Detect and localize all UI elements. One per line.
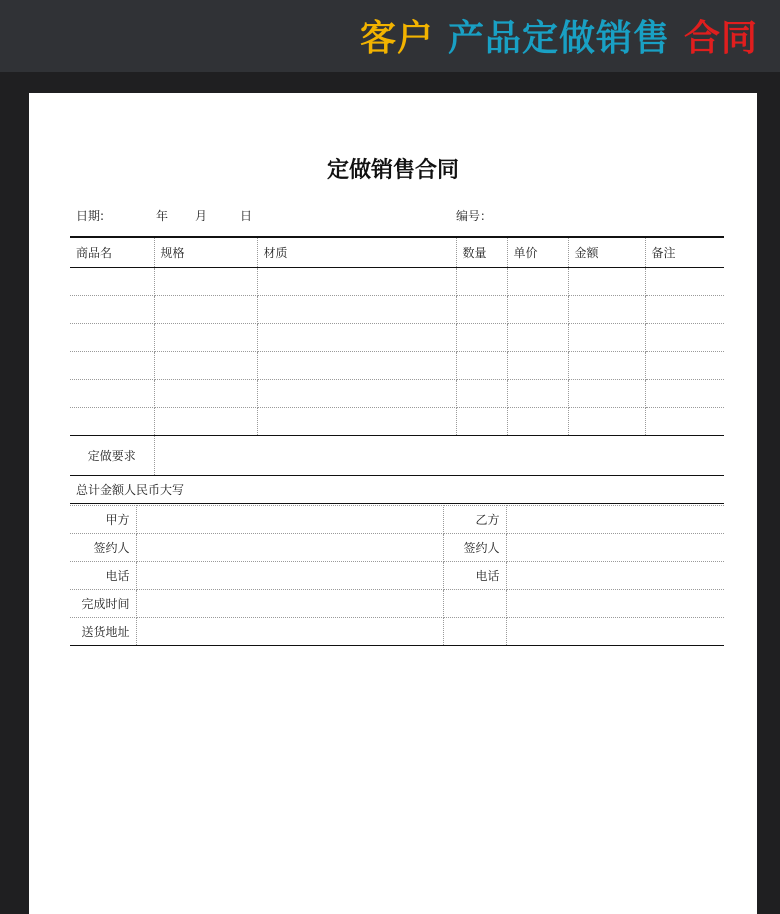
table-cell[interactable] xyxy=(507,351,568,379)
table-cell[interactable] xyxy=(154,407,257,435)
table-cell[interactable] xyxy=(154,295,257,323)
phone-b-label: 电话 xyxy=(443,562,506,590)
phone-b-field[interactable] xyxy=(506,562,724,590)
party-a-field[interactable] xyxy=(136,506,443,534)
total-row xyxy=(70,475,724,503)
signer-row xyxy=(70,534,724,562)
banner-title-contract: 合同 xyxy=(683,18,758,59)
contract-paper xyxy=(29,93,757,914)
header-material: 材质 xyxy=(257,237,456,267)
completion-time-field[interactable] xyxy=(136,590,443,618)
table-row xyxy=(70,323,724,351)
total-amount-label: 总计金额人民币大写 xyxy=(70,475,724,503)
table-cell[interactable] xyxy=(257,351,456,379)
table-cell[interactable] xyxy=(568,379,645,407)
table-cell[interactable] xyxy=(257,323,456,351)
party-row xyxy=(70,506,724,534)
table-cell[interactable] xyxy=(568,323,645,351)
day-label: 日 xyxy=(240,209,253,223)
table-cell[interactable] xyxy=(645,267,724,295)
signer-a-field[interactable] xyxy=(136,534,443,562)
table-cell[interactable] xyxy=(456,323,507,351)
delivery-address-field[interactable] xyxy=(136,618,443,646)
table-cell[interactable] xyxy=(645,295,724,323)
requirements-field[interactable] xyxy=(154,435,724,475)
header-remarks: 备注 xyxy=(645,237,724,267)
table-cell[interactable] xyxy=(507,379,568,407)
table-cell[interactable] xyxy=(456,407,507,435)
phone-row xyxy=(70,562,724,590)
table-cell[interactable] xyxy=(154,267,257,295)
table-cell[interactable] xyxy=(568,351,645,379)
date-label: 日期: xyxy=(76,209,105,223)
table-cell[interactable] xyxy=(154,351,257,379)
table-cell[interactable] xyxy=(645,407,724,435)
blank-cell xyxy=(443,618,506,646)
header-banner xyxy=(0,0,780,72)
banner-title-customer: 客户 xyxy=(359,18,434,59)
table-cell[interactable] xyxy=(257,379,456,407)
table-row xyxy=(70,351,724,379)
banner-title xyxy=(346,10,758,61)
table-cell[interactable] xyxy=(70,351,154,379)
table-row xyxy=(70,407,724,435)
signer-b-field[interactable] xyxy=(506,534,724,562)
table-cell[interactable] xyxy=(257,267,456,295)
table-cell[interactable] xyxy=(456,351,507,379)
table-cell[interactable] xyxy=(257,407,456,435)
document-title: 定做销售合同 xyxy=(326,158,459,183)
table-cell[interactable] xyxy=(507,407,568,435)
table-cell[interactable] xyxy=(507,295,568,323)
requirements-row xyxy=(70,435,724,475)
month-label: 月 xyxy=(195,209,208,223)
table-cell[interactable] xyxy=(70,295,154,323)
party-a-label: 甲方 xyxy=(70,506,136,534)
completion-time-row xyxy=(70,590,724,618)
table-cell[interactable] xyxy=(568,267,645,295)
phone-a-field[interactable] xyxy=(136,562,443,590)
table-cell[interactable] xyxy=(154,379,257,407)
header-unit-price: 单价 xyxy=(507,237,568,267)
delivery-address-row xyxy=(70,618,724,646)
table-cell[interactable] xyxy=(507,323,568,351)
year-label: 年 xyxy=(156,209,169,223)
header-product-name: 商品名 xyxy=(70,237,154,267)
signer-a-label: 签约人 xyxy=(70,534,136,562)
blank-cell xyxy=(506,618,724,646)
table-cell[interactable] xyxy=(70,407,154,435)
table-row xyxy=(70,379,724,407)
requirements-label: 定做要求 xyxy=(70,435,154,475)
table-cell[interactable] xyxy=(645,351,724,379)
completion-time-label: 完成时间 xyxy=(70,590,136,618)
blank-cell xyxy=(443,590,506,618)
items-header-row xyxy=(70,237,724,267)
table-cell[interactable] xyxy=(507,267,568,295)
table-cell[interactable] xyxy=(456,267,507,295)
table-cell[interactable] xyxy=(568,295,645,323)
table-cell[interactable] xyxy=(645,323,724,351)
blank-cell xyxy=(506,590,724,618)
table-cell[interactable] xyxy=(456,295,507,323)
delivery-address-label: 送货地址 xyxy=(70,618,136,646)
phone-a-label: 电话 xyxy=(70,562,136,590)
table-cell[interactable] xyxy=(70,267,154,295)
header-spec: 规格 xyxy=(154,237,257,267)
signer-b-label: 签约人 xyxy=(443,534,506,562)
party-b-field[interactable] xyxy=(506,506,724,534)
table-cell[interactable] xyxy=(645,379,724,407)
header-amount: 金额 xyxy=(568,237,645,267)
table-cell[interactable] xyxy=(154,323,257,351)
table-cell[interactable] xyxy=(70,323,154,351)
table-cell[interactable] xyxy=(70,379,154,407)
party-b-label: 乙方 xyxy=(443,506,506,534)
table-cell[interactable] xyxy=(456,379,507,407)
table-row xyxy=(70,267,724,295)
banner-title-product: 产品定做销售 xyxy=(447,18,670,59)
parties-table xyxy=(70,505,724,646)
table-row xyxy=(70,295,724,323)
number-label: 编号： xyxy=(456,209,493,223)
items-table xyxy=(70,236,724,504)
table-cell[interactable] xyxy=(568,407,645,435)
table-cell[interactable] xyxy=(257,295,456,323)
header-quantity: 数量 xyxy=(456,237,507,267)
